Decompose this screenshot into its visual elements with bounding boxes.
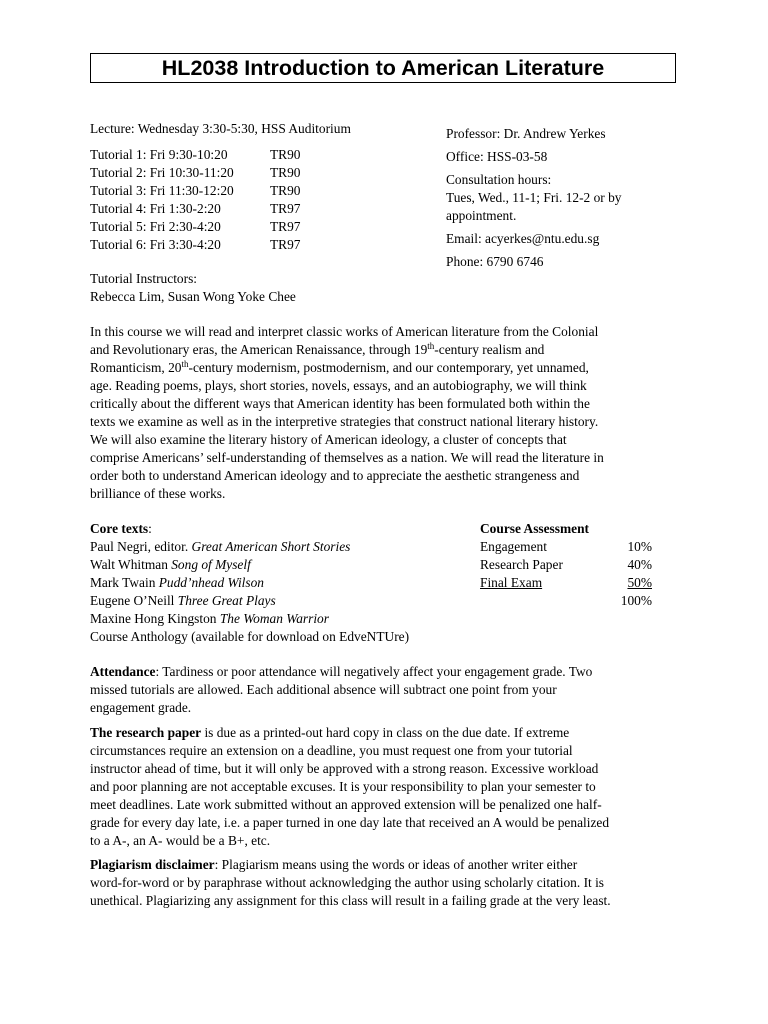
- assessment-value: 40%: [627, 557, 652, 572]
- email: Email: acyerkes@ntu.edu.sg: [446, 231, 600, 246]
- author: Paul Negri, editor.: [90, 539, 192, 554]
- tutorial-room: TR97: [270, 237, 301, 252]
- professor-name: Professor: Dr. Andrew Yerkes: [446, 126, 606, 141]
- assessment-row: [480, 538, 652, 556]
- tutorial-row: [90, 182, 301, 200]
- research-heading: The research paper: [90, 725, 202, 740]
- description-text: Romanticism, 20: [90, 360, 182, 375]
- book-title: Great American Short Stories: [191, 539, 351, 554]
- assessment-value: 50%: [627, 575, 652, 590]
- book-title: Pudd’nhead Wilson: [158, 575, 264, 590]
- author: Maxine Hong Kingston: [90, 611, 220, 626]
- lecture-info: Lecture: Wednesday 3:30-5:30, HSS Auditorium: [90, 121, 351, 136]
- tutorial-room: TR90: [270, 183, 301, 198]
- description-line: brilliance of these works.: [90, 486, 226, 501]
- superscript: th: [427, 341, 435, 351]
- assessment-label: Research Paper: [480, 557, 563, 572]
- consultation-heading: Consultation hours:: [446, 172, 552, 187]
- assessment-row: [480, 574, 652, 592]
- assessment-row: [480, 556, 652, 574]
- research-line: to a A-, an A- would be a B+, etc.: [90, 833, 271, 848]
- research-line: instructor ahead of time, but it will only be approved with a strong reason. Excessive workload: [90, 761, 599, 776]
- core-text-item: [90, 610, 409, 628]
- research-line: circumstances require an extension on a deadline, you must request one from your tutorial: [90, 743, 573, 758]
- assessment-value: 10%: [627, 539, 652, 554]
- tutorial-time: Tutorial 2: Fri 10:30-11:20: [90, 165, 234, 180]
- tutorial-time: Tutorial 4: Fri 1:30-2:20: [90, 201, 221, 216]
- description-line: [90, 341, 676, 359]
- core-texts-heading: [90, 520, 409, 538]
- plagiarism-line: unethical. Plagiarizing any assignment for this class will result in a failing grade at the very least.: [90, 893, 611, 908]
- research-line: grade for every day late, i.e. a paper turned in one day late that received an A would be penalized: [90, 815, 610, 830]
- assessment-heading: [480, 520, 652, 538]
- tutorial-room: TR97: [270, 201, 301, 216]
- tutorial-time: Tutorial 5: Fri 2:30-4:20: [90, 219, 221, 234]
- office: Office: HSS-03-58: [446, 149, 548, 164]
- research-line: meet deadlines. Late work submitted without an approved extension will be penalized one half-: [90, 797, 602, 812]
- description-line: [90, 359, 676, 377]
- author: Mark Twain: [90, 575, 159, 590]
- assessment-label: Engagement: [480, 539, 547, 554]
- attendance-line: missed tutorials are allowed. Each additional absence will subtract one point from your: [90, 682, 557, 697]
- course-assessment: [480, 520, 652, 610]
- description-text: -century modernism, postmodernism, and our contemporary, yet unnamed,: [188, 360, 589, 375]
- course-title: HL2038 Introduction to American Literature: [90, 53, 676, 83]
- assessment-title: Course Assessment: [480, 521, 589, 536]
- plagiarism-text: : Plagiarism means using the words or ideas of another writer either: [214, 857, 578, 872]
- attendance-line: [90, 663, 676, 681]
- attendance-line: engagement grade.: [90, 700, 192, 715]
- book-title: Song of Myself: [171, 557, 251, 572]
- tutorial-time: Tutorial 1: Fri 9:30-10:20: [90, 147, 228, 162]
- tutorial-row: [90, 164, 301, 182]
- author: Eugene O’Neill: [90, 593, 178, 608]
- description-line: We will also examine the literary history of American ideology, a cluster of concepts that: [90, 432, 567, 447]
- assessment-total: 100%: [620, 593, 652, 608]
- tutorial-room: TR97: [270, 219, 301, 234]
- core-texts: [90, 520, 409, 646]
- plagiarism-heading: Plagiarism disclaimer: [90, 857, 215, 872]
- assessment-label: Final Exam: [480, 575, 543, 590]
- tutorial-row: [90, 146, 301, 164]
- tutorial-room: TR90: [270, 165, 301, 180]
- description-line: texts we examine as well as in the interpretive strategies that construct national literary history.: [90, 414, 599, 429]
- description-line: comprise Americans’ self-understanding of themselves as a nation. We will read the literature in: [90, 450, 604, 465]
- core-text-item: [90, 628, 409, 646]
- research-line: [90, 724, 676, 742]
- author: Course Anthology (available for download on EdveNTUre): [90, 629, 410, 644]
- professor-info: [446, 125, 621, 271]
- tutorial-row: [90, 200, 301, 218]
- consultation-hours: Tues, Wed., 11-1; Fri. 12-2 or by: [446, 190, 622, 205]
- core-texts-title: Core texts: [90, 521, 149, 536]
- core-text-item: [90, 538, 409, 556]
- tutorial-time: Tutorial 6: Fri 3:30-4:20: [90, 237, 221, 252]
- description-text: and Revolutionary eras, the American Renaissance, through 19: [90, 342, 428, 357]
- plagiarism-line: word-for-word or by paraphrase without acknowledging the author using scholarly citation. It is: [90, 875, 605, 890]
- tutorial-time: Tutorial 3: Fri 11:30-12:20: [90, 183, 234, 198]
- attendance-heading: Attendance: [90, 664, 156, 679]
- core-text-item: [90, 592, 409, 610]
- description-text: -century realism and: [434, 342, 545, 357]
- core-text-item: [90, 574, 409, 592]
- colon: :: [148, 521, 152, 536]
- research-line: and poor planning are not acceptable excuses. It is your responsibility to plan your semester to: [90, 779, 596, 794]
- instructors-heading: Tutorial Instructors:: [90, 271, 198, 286]
- description-line: age. Reading poems, plays, short stories, novels, essays, and an autobiography, we will think: [90, 378, 587, 393]
- research-text: is due as a printed-out hard copy in class on the due date. If extreme: [201, 725, 570, 740]
- plagiarism-line: [90, 856, 676, 874]
- book-title: The Woman Warrior: [219, 611, 329, 626]
- tutorial-schedule: [90, 146, 301, 254]
- attendance-text: : Tardiness or poor attendance will negatively affect your engagement grade. Two: [155, 664, 593, 679]
- description-line: order both to understand American ideology and to appreciate the aesthetic strangeness and: [90, 468, 580, 483]
- core-text-item: [90, 556, 409, 574]
- author: Walt Whitman: [90, 557, 172, 572]
- tutorial-row: [90, 236, 301, 254]
- instructors-names: Rebecca Lim, Susan Wong Yoke Chee: [90, 289, 296, 304]
- description-line: In this course we will read and interpret classic works of American literature from the Colonial: [90, 324, 599, 339]
- book-title: Three Great Plays: [177, 593, 276, 608]
- tutorial-row: [90, 218, 301, 236]
- tutorial-room: TR90: [270, 147, 301, 162]
- course-description: [90, 323, 676, 503]
- description-line: critically about the different ways that American identity has been formulated both within the: [90, 396, 590, 411]
- tutorial-instructors: [90, 270, 296, 306]
- consultation-hours-cont: appointment.: [446, 208, 517, 223]
- assessment-total-row: [480, 592, 652, 610]
- plagiarism-section: [90, 856, 676, 910]
- attendance-section: [90, 663, 676, 717]
- phone: Phone: 6790 6746: [446, 254, 544, 269]
- research-paper-section: [90, 724, 676, 850]
- superscript: th: [181, 359, 189, 369]
